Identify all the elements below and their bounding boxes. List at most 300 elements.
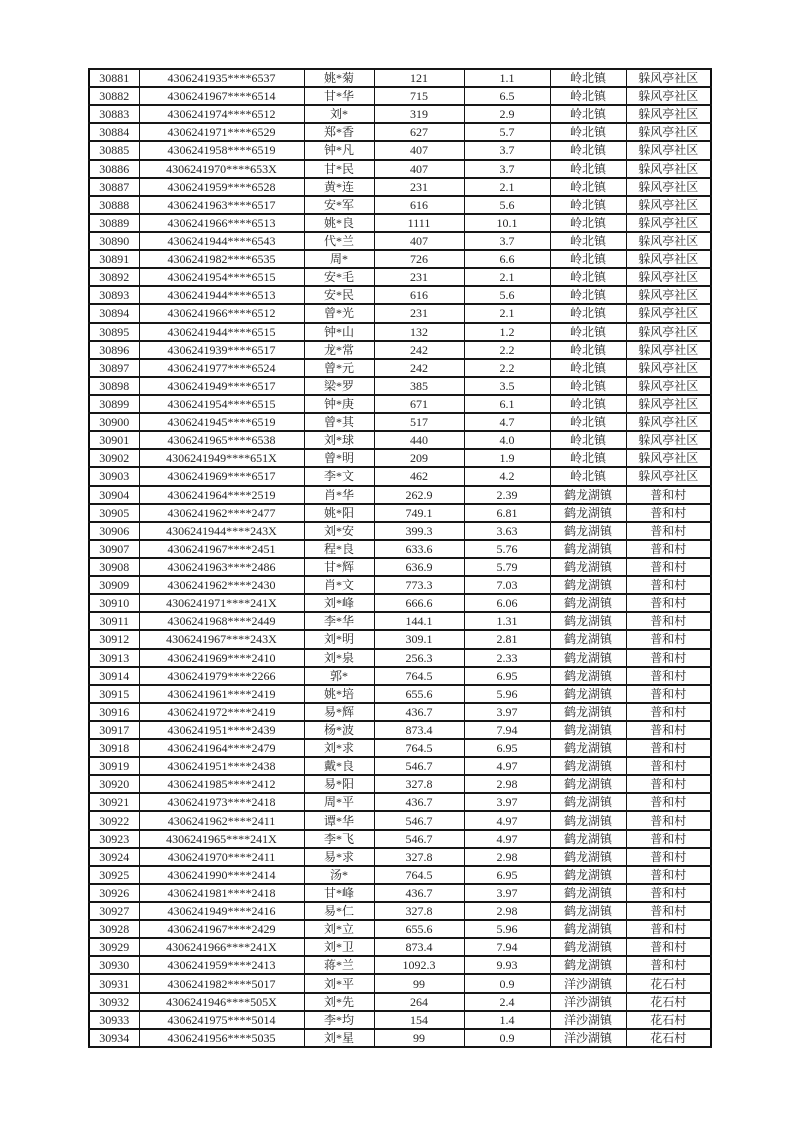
table-row bbox=[89, 830, 711, 848]
ratio-cell: 0.9 bbox=[464, 1029, 550, 1047]
amount-cell: 1092.3 bbox=[374, 956, 464, 974]
name-cell: 刘*球 bbox=[304, 431, 374, 449]
amount-cell: 633.6 bbox=[374, 540, 464, 558]
table-row bbox=[89, 323, 711, 341]
serial-cell: 30920 bbox=[89, 775, 139, 793]
ratio-cell: 2.98 bbox=[464, 848, 550, 866]
town-cell: 鹤龙湖镇 bbox=[550, 504, 626, 522]
village-cell: 普和村 bbox=[626, 558, 711, 576]
id-number-cell: 4306241935****6537 bbox=[139, 69, 304, 87]
amount-cell: 327.8 bbox=[374, 902, 464, 920]
serial-cell: 30913 bbox=[89, 649, 139, 667]
town-cell: 岭北镇 bbox=[550, 214, 626, 232]
village-cell: 普和村 bbox=[626, 848, 711, 866]
table-row bbox=[89, 232, 711, 250]
village-cell: 躲风亭社区 bbox=[626, 250, 711, 268]
village-cell: 躲风亭社区 bbox=[626, 341, 711, 359]
village-cell: 花石村 bbox=[626, 993, 711, 1011]
amount-cell: 242 bbox=[374, 359, 464, 377]
town-cell: 岭北镇 bbox=[550, 377, 626, 395]
table-row bbox=[89, 540, 711, 558]
village-cell: 花石村 bbox=[626, 974, 711, 992]
id-number-cell: 4306241954****6515 bbox=[139, 395, 304, 413]
table-row bbox=[89, 866, 711, 884]
amount-cell: 121 bbox=[374, 69, 464, 87]
id-number-cell: 4306241964****2519 bbox=[139, 486, 304, 504]
amount-cell: 726 bbox=[374, 250, 464, 268]
table-row bbox=[89, 721, 711, 739]
name-cell: 姚*阳 bbox=[304, 504, 374, 522]
ratio-cell: 2.2 bbox=[464, 341, 550, 359]
amount-cell: 399.3 bbox=[374, 522, 464, 540]
table-row bbox=[89, 105, 711, 123]
id-number-cell: 4306241949****2416 bbox=[139, 902, 304, 920]
village-cell: 普和村 bbox=[626, 486, 711, 504]
town-cell: 岭北镇 bbox=[550, 323, 626, 341]
ratio-cell: 3.97 bbox=[464, 793, 550, 811]
serial-cell: 30899 bbox=[89, 395, 139, 413]
id-number-cell: 4306241963****6517 bbox=[139, 196, 304, 214]
table-row bbox=[89, 304, 711, 322]
table-row bbox=[89, 286, 711, 304]
amount-cell: 1111 bbox=[374, 214, 464, 232]
id-number-cell: 4306241972****2419 bbox=[139, 703, 304, 721]
table-row bbox=[89, 214, 711, 232]
amount-cell: 231 bbox=[374, 268, 464, 286]
village-cell: 躲风亭社区 bbox=[626, 268, 711, 286]
id-number-cell: 4306241959****6528 bbox=[139, 178, 304, 196]
name-cell: 肖*华 bbox=[304, 486, 374, 504]
village-cell: 普和村 bbox=[626, 884, 711, 902]
table-row bbox=[89, 504, 711, 522]
amount-cell: 636.9 bbox=[374, 558, 464, 576]
name-cell: 郭* bbox=[304, 667, 374, 685]
serial-cell: 30919 bbox=[89, 757, 139, 775]
records-table bbox=[88, 68, 712, 1048]
name-cell: 肖*文 bbox=[304, 576, 374, 594]
name-cell: 甘*华 bbox=[304, 87, 374, 105]
name-cell: 李*均 bbox=[304, 1011, 374, 1029]
town-cell: 鹤龙湖镇 bbox=[550, 594, 626, 612]
serial-cell: 30881 bbox=[89, 69, 139, 87]
ratio-cell: 7.94 bbox=[464, 938, 550, 956]
village-cell: 普和村 bbox=[626, 649, 711, 667]
village-cell: 躲风亭社区 bbox=[626, 105, 711, 123]
amount-cell: 256.3 bbox=[374, 649, 464, 667]
ratio-cell: 4.97 bbox=[464, 830, 550, 848]
village-cell: 普和村 bbox=[626, 540, 711, 558]
serial-cell: 30897 bbox=[89, 359, 139, 377]
ratio-cell: 3.7 bbox=[464, 160, 550, 178]
name-cell: 钟*山 bbox=[304, 323, 374, 341]
town-cell: 岭北镇 bbox=[550, 250, 626, 268]
name-cell: 曾*其 bbox=[304, 413, 374, 431]
table-row bbox=[89, 196, 711, 214]
ratio-cell: 6.95 bbox=[464, 739, 550, 757]
town-cell: 岭北镇 bbox=[550, 395, 626, 413]
table-row bbox=[89, 431, 711, 449]
town-cell: 洋沙湖镇 bbox=[550, 1011, 626, 1029]
town-cell: 鹤龙湖镇 bbox=[550, 630, 626, 648]
name-cell: 程*良 bbox=[304, 540, 374, 558]
town-cell: 鹤龙湖镇 bbox=[550, 775, 626, 793]
village-cell: 躲风亭社区 bbox=[626, 214, 711, 232]
table-row bbox=[89, 594, 711, 612]
ratio-cell: 7.03 bbox=[464, 576, 550, 594]
amount-cell: 655.6 bbox=[374, 685, 464, 703]
amount-cell: 517 bbox=[374, 413, 464, 431]
village-cell: 躲风亭社区 bbox=[626, 141, 711, 159]
amount-cell: 764.5 bbox=[374, 866, 464, 884]
serial-cell: 30928 bbox=[89, 920, 139, 938]
amount-cell: 715 bbox=[374, 87, 464, 105]
table-row bbox=[89, 667, 711, 685]
ratio-cell: 2.33 bbox=[464, 649, 550, 667]
ratio-cell: 4.0 bbox=[464, 431, 550, 449]
village-cell: 普和村 bbox=[626, 830, 711, 848]
serial-cell: 30885 bbox=[89, 141, 139, 159]
amount-cell: 671 bbox=[374, 395, 464, 413]
village-cell: 普和村 bbox=[626, 938, 711, 956]
village-cell: 躲风亭社区 bbox=[626, 160, 711, 178]
table-row bbox=[89, 341, 711, 359]
town-cell: 鹤龙湖镇 bbox=[550, 721, 626, 739]
ratio-cell: 2.1 bbox=[464, 178, 550, 196]
serial-cell: 30912 bbox=[89, 630, 139, 648]
ratio-cell: 1.9 bbox=[464, 449, 550, 467]
village-cell: 躲风亭社区 bbox=[626, 359, 711, 377]
amount-cell: 264 bbox=[374, 993, 464, 1011]
serial-cell: 30906 bbox=[89, 522, 139, 540]
table-row bbox=[89, 467, 711, 485]
ratio-cell: 3.5 bbox=[464, 377, 550, 395]
ratio-cell: 5.76 bbox=[464, 540, 550, 558]
table-row bbox=[89, 993, 711, 1011]
ratio-cell: 6.81 bbox=[464, 504, 550, 522]
village-cell: 普和村 bbox=[626, 956, 711, 974]
table-row bbox=[89, 250, 711, 268]
amount-cell: 773.3 bbox=[374, 576, 464, 594]
id-number-cell: 4306241951****2438 bbox=[139, 757, 304, 775]
town-cell: 岭北镇 bbox=[550, 431, 626, 449]
amount-cell: 546.7 bbox=[374, 811, 464, 829]
village-cell: 躲风亭社区 bbox=[626, 69, 711, 87]
amount-cell: 385 bbox=[374, 377, 464, 395]
table-row bbox=[89, 649, 711, 667]
id-number-cell: 4306241956****5035 bbox=[139, 1029, 304, 1047]
ratio-cell: 1.1 bbox=[464, 69, 550, 87]
name-cell: 郑*香 bbox=[304, 123, 374, 141]
serial-cell: 30884 bbox=[89, 123, 139, 141]
amount-cell: 407 bbox=[374, 232, 464, 250]
table-row bbox=[89, 703, 711, 721]
town-cell: 岭北镇 bbox=[550, 359, 626, 377]
serial-cell: 30907 bbox=[89, 540, 139, 558]
id-number-cell: 4306241971****6529 bbox=[139, 123, 304, 141]
id-number-cell: 4306241944****6543 bbox=[139, 232, 304, 250]
village-cell: 躲风亭社区 bbox=[626, 323, 711, 341]
name-cell: 安*毛 bbox=[304, 268, 374, 286]
id-number-cell: 4306241945****6519 bbox=[139, 413, 304, 431]
ratio-cell: 4.97 bbox=[464, 811, 550, 829]
amount-cell: 627 bbox=[374, 123, 464, 141]
table-row bbox=[89, 739, 711, 757]
amount-cell: 616 bbox=[374, 286, 464, 304]
ratio-cell: 5.96 bbox=[464, 920, 550, 938]
serial-cell: 30926 bbox=[89, 884, 139, 902]
town-cell: 岭北镇 bbox=[550, 87, 626, 105]
serial-cell: 30914 bbox=[89, 667, 139, 685]
name-cell: 李*飞 bbox=[304, 830, 374, 848]
town-cell: 鹤龙湖镇 bbox=[550, 866, 626, 884]
table-row bbox=[89, 848, 711, 866]
serial-cell: 30925 bbox=[89, 866, 139, 884]
id-number-cell: 4306241967****2429 bbox=[139, 920, 304, 938]
id-number-cell: 4306241944****6515 bbox=[139, 323, 304, 341]
town-cell: 鹤龙湖镇 bbox=[550, 884, 626, 902]
serial-cell: 30909 bbox=[89, 576, 139, 594]
id-number-cell: 4306241965****6538 bbox=[139, 431, 304, 449]
serial-cell: 30896 bbox=[89, 341, 139, 359]
id-number-cell: 4306241973****2418 bbox=[139, 793, 304, 811]
amount-cell: 309.1 bbox=[374, 630, 464, 648]
serial-cell: 30929 bbox=[89, 938, 139, 956]
ratio-cell: 3.63 bbox=[464, 522, 550, 540]
town-cell: 鹤龙湖镇 bbox=[550, 558, 626, 576]
town-cell: 鹤龙湖镇 bbox=[550, 703, 626, 721]
village-cell: 普和村 bbox=[626, 739, 711, 757]
id-number-cell: 4306241965****241X bbox=[139, 830, 304, 848]
id-number-cell: 4306241958****6519 bbox=[139, 141, 304, 159]
amount-cell: 407 bbox=[374, 160, 464, 178]
id-number-cell: 4306241962****2411 bbox=[139, 811, 304, 829]
ratio-cell: 6.95 bbox=[464, 866, 550, 884]
serial-cell: 30916 bbox=[89, 703, 139, 721]
name-cell: 曾*明 bbox=[304, 449, 374, 467]
ratio-cell: 2.1 bbox=[464, 304, 550, 322]
table-row bbox=[89, 884, 711, 902]
name-cell: 姚*菊 bbox=[304, 69, 374, 87]
town-cell: 岭北镇 bbox=[550, 286, 626, 304]
ratio-cell: 2.1 bbox=[464, 268, 550, 286]
serial-cell: 30915 bbox=[89, 685, 139, 703]
town-cell: 岭北镇 bbox=[550, 413, 626, 431]
town-cell: 洋沙湖镇 bbox=[550, 1029, 626, 1047]
town-cell: 岭北镇 bbox=[550, 268, 626, 286]
name-cell: 周* bbox=[304, 250, 374, 268]
id-number-cell: 4306241974****6512 bbox=[139, 105, 304, 123]
village-cell: 普和村 bbox=[626, 721, 711, 739]
table-row bbox=[89, 630, 711, 648]
village-cell: 躲风亭社区 bbox=[626, 431, 711, 449]
id-number-cell: 4306241977****6524 bbox=[139, 359, 304, 377]
village-cell: 普和村 bbox=[626, 630, 711, 648]
ratio-cell: 1.4 bbox=[464, 1011, 550, 1029]
town-cell: 岭北镇 bbox=[550, 232, 626, 250]
id-number-cell: 4306241966****6512 bbox=[139, 304, 304, 322]
amount-cell: 144.1 bbox=[374, 612, 464, 630]
amount-cell: 436.7 bbox=[374, 703, 464, 721]
serial-cell: 30908 bbox=[89, 558, 139, 576]
table-row bbox=[89, 87, 711, 105]
town-cell: 岭北镇 bbox=[550, 341, 626, 359]
id-number-cell: 4306241951****2439 bbox=[139, 721, 304, 739]
table-row bbox=[89, 775, 711, 793]
village-cell: 普和村 bbox=[626, 522, 711, 540]
table-row bbox=[89, 1011, 711, 1029]
ratio-cell: 6.1 bbox=[464, 395, 550, 413]
town-cell: 鹤龙湖镇 bbox=[550, 649, 626, 667]
serial-cell: 30890 bbox=[89, 232, 139, 250]
name-cell: 姚*良 bbox=[304, 214, 374, 232]
ratio-cell: 2.98 bbox=[464, 775, 550, 793]
amount-cell: 242 bbox=[374, 341, 464, 359]
id-number-cell: 4306241939****6517 bbox=[139, 341, 304, 359]
id-number-cell: 4306241969****2410 bbox=[139, 649, 304, 667]
amount-cell: 462 bbox=[374, 467, 464, 485]
table-row bbox=[89, 69, 711, 87]
name-cell: 梁*罗 bbox=[304, 377, 374, 395]
town-cell: 岭北镇 bbox=[550, 69, 626, 87]
id-number-cell: 4306241949****651X bbox=[139, 449, 304, 467]
amount-cell: 764.5 bbox=[374, 667, 464, 685]
ratio-cell: 2.4 bbox=[464, 993, 550, 1011]
name-cell: 周*平 bbox=[304, 793, 374, 811]
serial-cell: 30893 bbox=[89, 286, 139, 304]
village-cell: 普和村 bbox=[626, 667, 711, 685]
serial-cell: 30894 bbox=[89, 304, 139, 322]
town-cell: 鹤龙湖镇 bbox=[550, 830, 626, 848]
town-cell: 岭北镇 bbox=[550, 141, 626, 159]
village-cell: 普和村 bbox=[626, 775, 711, 793]
town-cell: 鹤龙湖镇 bbox=[550, 938, 626, 956]
name-cell: 钟*凡 bbox=[304, 141, 374, 159]
village-cell: 普和村 bbox=[626, 757, 711, 775]
village-cell: 普和村 bbox=[626, 920, 711, 938]
ratio-cell: 7.94 bbox=[464, 721, 550, 739]
town-cell: 鹤龙湖镇 bbox=[550, 667, 626, 685]
ratio-cell: 5.79 bbox=[464, 558, 550, 576]
serial-cell: 30933 bbox=[89, 1011, 139, 1029]
village-cell: 普和村 bbox=[626, 902, 711, 920]
name-cell: 杨*波 bbox=[304, 721, 374, 739]
serial-cell: 30892 bbox=[89, 268, 139, 286]
town-cell: 鹤龙湖镇 bbox=[550, 739, 626, 757]
name-cell: 刘* bbox=[304, 105, 374, 123]
ratio-cell: 3.97 bbox=[464, 703, 550, 721]
table-row bbox=[89, 160, 711, 178]
town-cell: 鹤龙湖镇 bbox=[550, 685, 626, 703]
id-number-cell: 4306241981****2418 bbox=[139, 884, 304, 902]
name-cell: 易*辉 bbox=[304, 703, 374, 721]
ratio-cell: 6.5 bbox=[464, 87, 550, 105]
village-cell: 花石村 bbox=[626, 1011, 711, 1029]
name-cell: 刘*峰 bbox=[304, 594, 374, 612]
town-cell: 鹤龙湖镇 bbox=[550, 793, 626, 811]
ratio-cell: 2.98 bbox=[464, 902, 550, 920]
id-number-cell: 4306241990****2414 bbox=[139, 866, 304, 884]
serial-cell: 30891 bbox=[89, 250, 139, 268]
ratio-cell: 6.06 bbox=[464, 594, 550, 612]
ratio-cell: 5.7 bbox=[464, 123, 550, 141]
serial-cell: 30905 bbox=[89, 504, 139, 522]
table-row bbox=[89, 558, 711, 576]
town-cell: 鹤龙湖镇 bbox=[550, 956, 626, 974]
name-cell: 易*仁 bbox=[304, 902, 374, 920]
serial-cell: 30883 bbox=[89, 105, 139, 123]
village-cell: 普和村 bbox=[626, 576, 711, 594]
amount-cell: 154 bbox=[374, 1011, 464, 1029]
village-cell: 躲风亭社区 bbox=[626, 304, 711, 322]
ratio-cell: 2.2 bbox=[464, 359, 550, 377]
serial-cell: 30921 bbox=[89, 793, 139, 811]
name-cell: 曾*元 bbox=[304, 359, 374, 377]
table-row bbox=[89, 522, 711, 540]
id-number-cell: 4306241962****2430 bbox=[139, 576, 304, 594]
town-cell: 鹤龙湖镇 bbox=[550, 612, 626, 630]
village-cell: 躲风亭社区 bbox=[626, 286, 711, 304]
village-cell: 躲风亭社区 bbox=[626, 232, 711, 250]
village-cell: 普和村 bbox=[626, 504, 711, 522]
id-number-cell: 4306241982****6535 bbox=[139, 250, 304, 268]
id-number-cell: 4306241959****2413 bbox=[139, 956, 304, 974]
ratio-cell: 4.7 bbox=[464, 413, 550, 431]
amount-cell: 262.9 bbox=[374, 486, 464, 504]
name-cell: 戴*良 bbox=[304, 757, 374, 775]
name-cell: 谭*华 bbox=[304, 811, 374, 829]
name-cell: 刘*先 bbox=[304, 993, 374, 1011]
table-row bbox=[89, 1029, 711, 1047]
id-number-cell: 4306241944****6513 bbox=[139, 286, 304, 304]
id-number-cell: 4306241975****5014 bbox=[139, 1011, 304, 1029]
serial-cell: 30900 bbox=[89, 413, 139, 431]
serial-cell: 30895 bbox=[89, 323, 139, 341]
amount-cell: 319 bbox=[374, 105, 464, 123]
town-cell: 鹤龙湖镇 bbox=[550, 811, 626, 829]
table-row bbox=[89, 938, 711, 956]
town-cell: 岭北镇 bbox=[550, 467, 626, 485]
village-cell: 花石村 bbox=[626, 1029, 711, 1047]
serial-cell: 30917 bbox=[89, 721, 139, 739]
serial-cell: 30931 bbox=[89, 974, 139, 992]
id-number-cell: 4306241964****2479 bbox=[139, 739, 304, 757]
ratio-cell: 4.2 bbox=[464, 467, 550, 485]
table-row bbox=[89, 974, 711, 992]
amount-cell: 546.7 bbox=[374, 830, 464, 848]
town-cell: 鹤龙湖镇 bbox=[550, 540, 626, 558]
serial-cell: 30889 bbox=[89, 214, 139, 232]
amount-cell: 99 bbox=[374, 1029, 464, 1047]
ratio-cell: 10.1 bbox=[464, 214, 550, 232]
village-cell: 躲风亭社区 bbox=[626, 449, 711, 467]
id-number-cell: 4306241946****505X bbox=[139, 993, 304, 1011]
town-cell: 鹤龙湖镇 bbox=[550, 920, 626, 938]
town-cell: 洋沙湖镇 bbox=[550, 974, 626, 992]
name-cell: 刘*明 bbox=[304, 630, 374, 648]
village-cell: 躲风亭社区 bbox=[626, 123, 711, 141]
serial-cell: 30888 bbox=[89, 196, 139, 214]
ratio-cell: 6.95 bbox=[464, 667, 550, 685]
village-cell: 躲风亭社区 bbox=[626, 395, 711, 413]
name-cell: 刘*平 bbox=[304, 974, 374, 992]
name-cell: 刘*泉 bbox=[304, 649, 374, 667]
table-row bbox=[89, 449, 711, 467]
table-row bbox=[89, 377, 711, 395]
amount-cell: 873.4 bbox=[374, 721, 464, 739]
ratio-cell: 2.81 bbox=[464, 630, 550, 648]
town-cell: 岭北镇 bbox=[550, 160, 626, 178]
name-cell: 甘*辉 bbox=[304, 558, 374, 576]
